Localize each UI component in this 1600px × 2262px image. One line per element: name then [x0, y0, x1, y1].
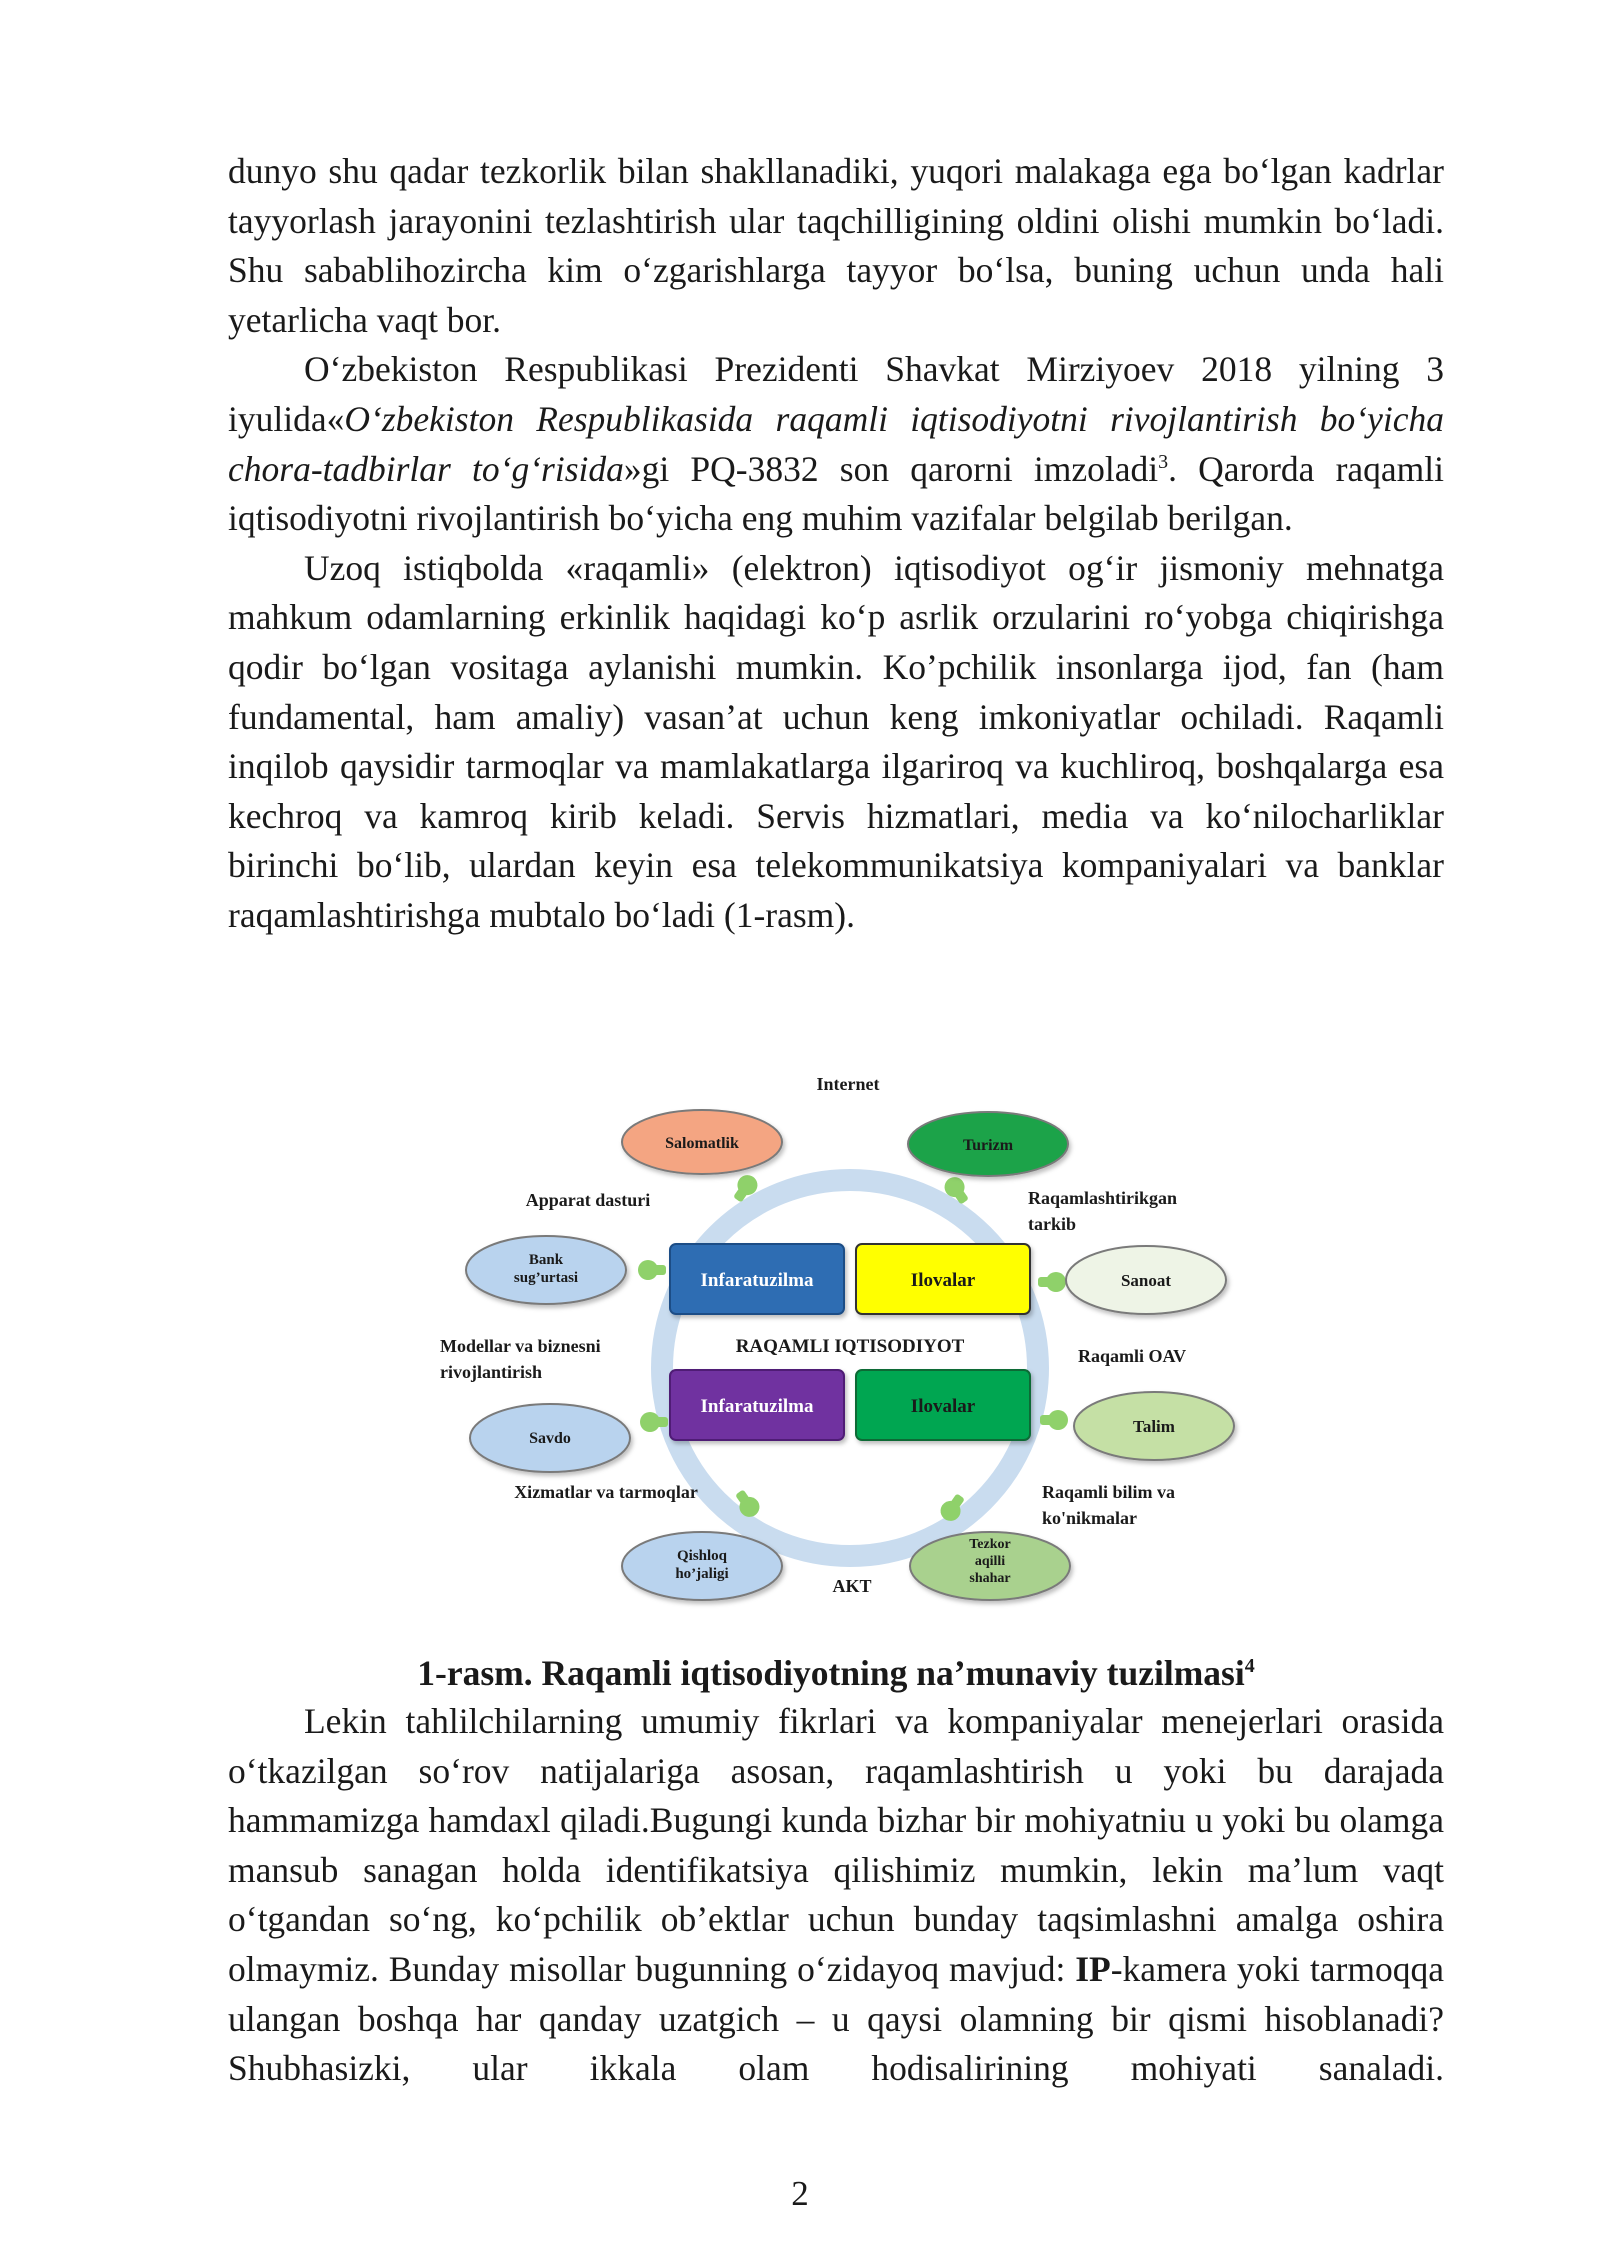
ellipse-trade-label: Savdo — [529, 1430, 571, 1447]
paragraph-3: Uzoq istiqbolda «raqamli» (elektron) iqtisodiyot og‘ir jismoniy mehnatga mahkum odamlarning erkinlik haqidagi ko‘p asrlik orzularini ro‘yobga chiqirishga qodir bo‘lgan vositaga aylanishi mumkin. Ko’pchilik insonlarga ijod, fan (ham fundamental, ham amaliy) vasan’at uchun keng imkoniyatlar ochiladi. Raqamli inqilob qaysidir tarmoqlar va mamlakatlarga ilgariroq va kuchliroq, boshqalarga esa kechroq va kamroq kirib keladi. Servis hizmatlari, media va ko‘nilocharliklar birinchi bo‘lib, ulardan keyin esa telekommunikatsiya kompaniyalari va banklar raqamlashtirishga mubtalo bo‘ladi (1-rasm). — [228, 547, 1444, 935]
label-internet: Internet — [816, 1074, 880, 1094]
connector-pin — [1038, 1272, 1066, 1292]
decree-title: O‘zbekiston Respublikasida raqamli iqtisodiyotni rivojlantirish bo‘yicha chora-tadbirlar to‘g‘risida — [228, 398, 1444, 489]
paragraph-2-end: . Qarorda raqamli iqtisodiyotni rivojlantirish bo‘yicha eng muhim vazifalar belgilab berilgan. — [228, 448, 1445, 539]
ellipse-education-label: Talim — [1133, 1417, 1175, 1436]
ip-bold: IP — [1075, 1948, 1111, 1989]
label-services-networks: Xizmatlar va tarmoqlar — [514, 1482, 698, 1502]
label-digital-skills: Raqamli bilim va ko'nikmalar — [1042, 1482, 1176, 1528]
connector-pin — [638, 1260, 666, 1280]
paragraph-4 — [228, 1697, 1444, 2094]
figure-caption — [228, 1652, 1444, 1694]
center-ring — [662, 1180, 1038, 1556]
label-ict: AKT — [832, 1576, 872, 1596]
label-digitized-content: Raqamlashtirikgan tarkib — [1028, 1188, 1178, 1234]
paragraph-1: dunyo shu qadar tezkorlik bilan shakllanadiki, yuqori malakaga ega bo‘lgan kadrlar tayyorlash jarayonini tezlashtirish ular taqchilligining oldini olishi mumkin bo‘ladi. Shu sabablihozircha kim o‘zgarishlarga tayyor bo‘lsa, buning uchun unda hali yetarlicha vaqt bor. — [228, 151, 1444, 340]
label-business-models: Modellar va biznesni rivojlantirish — [440, 1336, 601, 1382]
footnote-ref-4[interactable]: 4 — [1244, 1655, 1255, 1678]
ellipse-agriculture-label: Qishloq ho’jaligi — [675, 1548, 729, 1582]
box-applications-bottom-label: Ilovalar — [910, 1396, 976, 1417]
digital-economy-diagram — [430, 1070, 1270, 1620]
center-title: RAQAMLI IQTISODIYOT — [735, 1336, 965, 1357]
paragraph-2-start: O‘zbekiston Respublikasi Prezidenti Shavkat Mirziyoev 2018 yilning 3 iyulida« — [228, 349, 1444, 439]
paragraph-2 — [228, 345, 1444, 543]
box-infrastructure-top-label: Infaratuzilma — [700, 1270, 814, 1291]
ellipse-bank-insurance-label: Bank sug’urtasi — [513, 1252, 579, 1286]
figure-caption-text: 1-rasm. Raqamli iqtisodiyotning na’munaviy tuzilmasi — [417, 1653, 1245, 1693]
box-infrastructure-bottom-label: Infaratuzilma — [700, 1396, 814, 1417]
ellipse-tourism-label: Turizm — [962, 1137, 1014, 1154]
paragraph-4-end: -kamera yoki tarmoqqa ulangan boshqa har qanday uzatgich – u qaysi olamning bir qismi hisoblanadi? Shubhasizki, ular ikkala olam hodisalirining mohiyati sanaladi. — [228, 1948, 1445, 2089]
connector-pin — [1040, 1410, 1068, 1430]
ellipse-smart-city-label: Tezkor aqilli shahar — [969, 1537, 1011, 1586]
page-number: 2 — [791, 2174, 809, 2213]
ellipse-industry-label: Sanoat — [1120, 1271, 1172, 1290]
label-digital-media: Raqamli OAV — [1078, 1346, 1187, 1366]
paragraph-2-mid: »gi PQ-3832 son qarorni imzoladi — [623, 448, 1159, 489]
footnote-ref-3[interactable]: 3 — [1158, 450, 1169, 473]
label-hardware-software: Apparat dasturi — [525, 1190, 651, 1210]
box-applications-top-label: Ilovalar — [910, 1270, 976, 1291]
ellipse-health-label: Salomatlik — [665, 1135, 739, 1152]
digital-economy-figure — [430, 1070, 1270, 1620]
paragraph-4-start: Lekin tahlilchilarning umumiy fikrlari va kompaniyalar menejerlari orasida o‘tkazilgan so‘rov natijalariga asosan, raqamlashtirish u yoki bu darajada hammamizga hamdaxl qiladi.Bugungi kunda bizhar bir mohiyatniu u yoki bu olamga mansub sanagan holda identifikatsiya qilishimiz mumkin, lekin ma’lum vaqt o‘tgandan so‘ng, ko‘pchilik ob’ektlar uchun bunday taqsimlashni amalga oshira olmaymiz. Bunday misollar bugunning o‘zidayoq mavjud: — [228, 1701, 1444, 1989]
text-block-bottom — [228, 1697, 1444, 2094]
text-block-top — [228, 147, 1444, 941]
